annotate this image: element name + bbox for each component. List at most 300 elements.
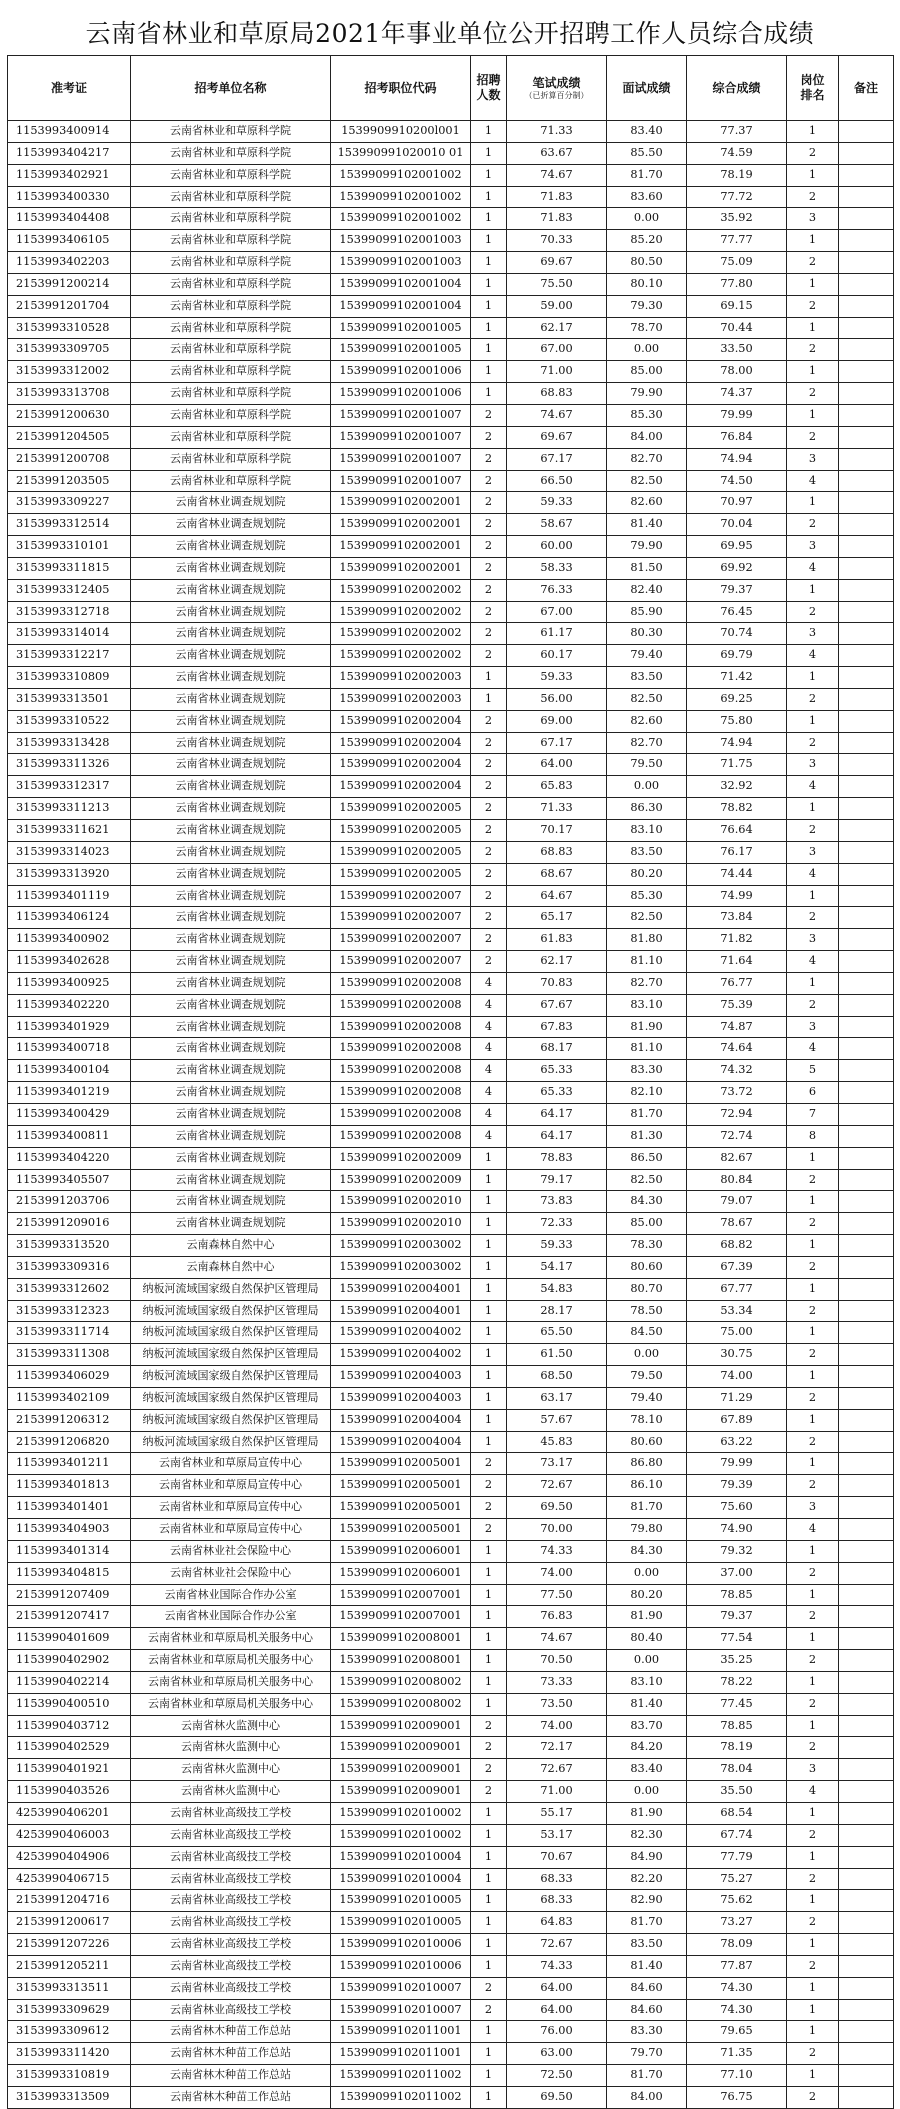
unit-name-cell: 纳板河流域国家级自然保护区管理局 bbox=[131, 1300, 331, 1322]
written-score-cell: 64.00 bbox=[507, 754, 607, 776]
quota-cell: 4 bbox=[471, 1060, 507, 1082]
table-row bbox=[8, 1737, 894, 1759]
unit-name-cell: 云南省林业调查规划院 bbox=[131, 929, 331, 951]
unit-name-cell: 云南省林业和草原科学院 bbox=[131, 361, 331, 383]
total-score-cell: 71.75 bbox=[687, 754, 787, 776]
quota-cell: 1 bbox=[471, 1147, 507, 1169]
position-code-cell: 15399099102002002 bbox=[331, 601, 471, 623]
table-row bbox=[8, 841, 894, 863]
rank-cell: 2 bbox=[787, 1824, 839, 1846]
quota-cell: 1 bbox=[471, 1235, 507, 1257]
unit-name-cell: 云南省林业高级技工学校 bbox=[131, 1846, 331, 1868]
exam-id-cell: 3153993311420 bbox=[8, 2043, 131, 2065]
interview-score-cell: 84.30 bbox=[607, 1191, 687, 1213]
unit-name-cell: 云南省林业和草原科学院 bbox=[131, 142, 331, 164]
unit-name-cell: 云南省林业和草原科学院 bbox=[131, 426, 331, 448]
total-score-cell: 67.77 bbox=[687, 1278, 787, 1300]
interview-score-cell: 79.30 bbox=[607, 295, 687, 317]
rank-cell: 3 bbox=[787, 1759, 839, 1781]
total-score-cell: 72.74 bbox=[687, 1125, 787, 1147]
total-score-cell: 79.07 bbox=[687, 1191, 787, 1213]
written-score-cell: 74.67 bbox=[507, 1628, 607, 1650]
position-code-cell: 15399099102002008 bbox=[331, 1038, 471, 1060]
total-score-cell: 74.94 bbox=[687, 448, 787, 470]
position-code-cell: 15399099102002007 bbox=[331, 907, 471, 929]
remarks-cell bbox=[839, 383, 894, 405]
interview-score-cell: 84.60 bbox=[607, 1977, 687, 1999]
rank-cell: 1 bbox=[787, 1999, 839, 2021]
unit-name-cell: 云南省林业高级技工学校 bbox=[131, 1934, 331, 1956]
exam-id-cell: 1153990400510 bbox=[8, 1693, 131, 1715]
remarks-cell bbox=[839, 994, 894, 1016]
unit-name-cell: 云南省林业调查规划院 bbox=[131, 994, 331, 1016]
quota-cell: 1 bbox=[471, 1322, 507, 1344]
remarks-cell bbox=[839, 1715, 894, 1737]
remarks-cell bbox=[839, 1082, 894, 1104]
rank-cell: 3 bbox=[787, 754, 839, 776]
total-score-cell: 35.50 bbox=[687, 1781, 787, 1803]
table-row bbox=[8, 1103, 894, 1125]
table-row bbox=[8, 907, 894, 929]
remarks-cell bbox=[839, 951, 894, 973]
interview-score-cell: 0.00 bbox=[607, 776, 687, 798]
rank-cell: 1 bbox=[787, 1628, 839, 1650]
quota-cell: 1 bbox=[471, 1846, 507, 1868]
written-score-cell: 72.33 bbox=[507, 1213, 607, 1235]
total-score-cell: 74.90 bbox=[687, 1519, 787, 1541]
exam-id-cell: 1153993400914 bbox=[8, 121, 131, 143]
total-score-cell: 73.84 bbox=[687, 907, 787, 929]
written-score-cell: 68.50 bbox=[507, 1366, 607, 1388]
exam-id-cell: 3153993310809 bbox=[8, 667, 131, 689]
rank-cell: 2 bbox=[787, 1955, 839, 1977]
total-score-cell: 76.64 bbox=[687, 820, 787, 842]
rank-cell: 4 bbox=[787, 557, 839, 579]
position-code-cell: 15399099102002008 bbox=[331, 994, 471, 1016]
unit-name-cell: 云南省林业和草原科学院 bbox=[131, 273, 331, 295]
unit-name-cell: 云南省林火监测中心 bbox=[131, 1759, 331, 1781]
unit-name-cell: 云南省林业调查规划院 bbox=[131, 972, 331, 994]
table-row bbox=[8, 1453, 894, 1475]
table-row bbox=[8, 623, 894, 645]
table-row bbox=[8, 1125, 894, 1147]
remarks-cell bbox=[839, 1650, 894, 1672]
unit-name-cell: 云南省林业调查规划院 bbox=[131, 1191, 331, 1213]
exam-id-cell: 1153993401929 bbox=[8, 1016, 131, 1038]
quota-cell: 1 bbox=[471, 1540, 507, 1562]
table-row bbox=[8, 1409, 894, 1431]
unit-name-cell: 云南省林业调查规划院 bbox=[131, 667, 331, 689]
rank-cell: 1 bbox=[787, 1322, 839, 1344]
remarks-cell bbox=[839, 1671, 894, 1693]
unit-name-cell: 云南省林业调查规划院 bbox=[131, 688, 331, 710]
unit-name-cell: 云南省林业调查规划院 bbox=[131, 885, 331, 907]
rank-cell: 1 bbox=[787, 1453, 839, 1475]
written-score-cell: 73.17 bbox=[507, 1453, 607, 1475]
table-row bbox=[8, 339, 894, 361]
interview-score-cell: 84.90 bbox=[607, 1846, 687, 1868]
remarks-cell bbox=[839, 208, 894, 230]
position-code-cell: 15399099102002001 bbox=[331, 492, 471, 514]
position-code-cell: 15399099102007001 bbox=[331, 1606, 471, 1628]
rank-cell: 1 bbox=[787, 1977, 839, 1999]
rank-cell: 1 bbox=[787, 1715, 839, 1737]
interview-score-cell: 79.70 bbox=[607, 2043, 687, 2065]
interview-score-cell: 82.50 bbox=[607, 1169, 687, 1191]
total-score-cell: 75.80 bbox=[687, 710, 787, 732]
interview-score-cell: 78.70 bbox=[607, 317, 687, 339]
unit-name-cell: 云南省林业和草原科学院 bbox=[131, 339, 331, 361]
unit-name-cell: 云南省林业高级技工学校 bbox=[131, 1955, 331, 1977]
position-code-cell: 15399099102002004 bbox=[331, 754, 471, 776]
total-score-cell: 76.45 bbox=[687, 601, 787, 623]
total-score-cell: 74.99 bbox=[687, 885, 787, 907]
exam-id-cell: 1153993400925 bbox=[8, 972, 131, 994]
total-score-cell: 78.19 bbox=[687, 1737, 787, 1759]
exam-id-cell: 3153993313428 bbox=[8, 732, 131, 754]
table-row bbox=[8, 404, 894, 426]
written-score-cell: 77.50 bbox=[507, 1584, 607, 1606]
exam-id-cell: 3153993312217 bbox=[8, 645, 131, 667]
exam-id-cell: 2153991206820 bbox=[8, 1431, 131, 1453]
table-row bbox=[8, 1650, 894, 1672]
written-score-cell: 68.67 bbox=[507, 863, 607, 885]
position-code-cell: 15399099102002002 bbox=[331, 579, 471, 601]
written-score-cell: 67.17 bbox=[507, 448, 607, 470]
quota-cell: 1 bbox=[471, 164, 507, 186]
written-score-cell: 67.00 bbox=[507, 601, 607, 623]
interview-score-cell: 82.60 bbox=[607, 492, 687, 514]
rank-cell: 1 bbox=[787, 1934, 839, 1956]
unit-name-cell: 云南省林业调查规划院 bbox=[131, 841, 331, 863]
remarks-cell bbox=[839, 623, 894, 645]
written-score-cell: 63.17 bbox=[507, 1387, 607, 1409]
position-code-cell: 15399099102005001 bbox=[331, 1453, 471, 1475]
rank-cell: 1 bbox=[787, 1671, 839, 1693]
rank-cell: 1 bbox=[787, 798, 839, 820]
written-score-cell: 60.17 bbox=[507, 645, 607, 667]
written-score-cell: 58.67 bbox=[507, 514, 607, 536]
unit-name-cell: 纳板河流域国家级自然保护区管理局 bbox=[131, 1278, 331, 1300]
position-code-cell: 15399099102001005 bbox=[331, 317, 471, 339]
table-row bbox=[8, 1999, 894, 2021]
remarks-cell bbox=[839, 1409, 894, 1431]
total-score-cell: 76.77 bbox=[687, 972, 787, 994]
position-code-cell: 15399099102005001 bbox=[331, 1497, 471, 1519]
remarks-cell bbox=[839, 1278, 894, 1300]
unit-name-cell: 云南省林业和草原科学院 bbox=[131, 383, 331, 405]
written-score-cell: 68.83 bbox=[507, 841, 607, 863]
unit-name-cell: 云南省林业调查规划院 bbox=[131, 754, 331, 776]
unit-name-cell: 云南省林业调查规划院 bbox=[131, 536, 331, 558]
table-row bbox=[8, 492, 894, 514]
table-row bbox=[8, 1191, 894, 1213]
remarks-cell bbox=[839, 1890, 894, 1912]
results-table bbox=[7, 55, 894, 2109]
header-exam-id: 准考证 bbox=[8, 56, 131, 121]
table-row bbox=[8, 972, 894, 994]
exam-id-cell: 2153991209016 bbox=[8, 1213, 131, 1235]
exam-id-cell: 1153993401219 bbox=[8, 1082, 131, 1104]
quota-cell: 1 bbox=[471, 1169, 507, 1191]
interview-score-cell: 81.40 bbox=[607, 1693, 687, 1715]
table-row bbox=[8, 951, 894, 973]
written-score-cell: 72.17 bbox=[507, 1737, 607, 1759]
remarks-cell bbox=[839, 1366, 894, 1388]
quota-cell: 2 bbox=[471, 798, 507, 820]
interview-score-cell: 83.40 bbox=[607, 121, 687, 143]
position-code-cell: 15399099102002010 bbox=[331, 1213, 471, 1235]
written-score-cell: 64.83 bbox=[507, 1912, 607, 1934]
rank-cell: 1 bbox=[787, 1278, 839, 1300]
interview-score-cell: 80.20 bbox=[607, 863, 687, 885]
written-score-cell: 59.00 bbox=[507, 295, 607, 317]
table-row bbox=[8, 1082, 894, 1104]
total-score-cell: 77.10 bbox=[687, 2065, 787, 2087]
exam-id-cell: 3153993313708 bbox=[8, 383, 131, 405]
interview-score-cell: 78.30 bbox=[607, 1235, 687, 1257]
rank-cell: 8 bbox=[787, 1125, 839, 1147]
written-score-cell: 79.17 bbox=[507, 1169, 607, 1191]
quota-cell: 1 bbox=[471, 1344, 507, 1366]
exam-id-cell: 1153993401211 bbox=[8, 1453, 131, 1475]
unit-name-cell: 云南省林业高级技工学校 bbox=[131, 1802, 331, 1824]
rank-cell: 1 bbox=[787, 404, 839, 426]
position-code-cell: 15399099102004004 bbox=[331, 1431, 471, 1453]
table-row bbox=[8, 1431, 894, 1453]
total-score-cell: 70.44 bbox=[687, 317, 787, 339]
remarks-cell bbox=[839, 1453, 894, 1475]
rank-cell: 1 bbox=[787, 1802, 839, 1824]
exam-id-cell: 2153991204505 bbox=[8, 426, 131, 448]
interview-score-cell: 80.30 bbox=[607, 623, 687, 645]
interview-score-cell: 80.60 bbox=[607, 1256, 687, 1278]
position-code-cell: 15399099102011001 bbox=[331, 2021, 471, 2043]
rank-cell: 2 bbox=[787, 142, 839, 164]
remarks-cell bbox=[839, 1999, 894, 2021]
unit-name-cell: 云南省林业社会保险中心 bbox=[131, 1540, 331, 1562]
quota-cell: 1 bbox=[471, 1934, 507, 1956]
remarks-cell bbox=[839, 1781, 894, 1803]
total-score-cell: 74.32 bbox=[687, 1060, 787, 1082]
unit-name-cell: 云南省林业和草原科学院 bbox=[131, 164, 331, 186]
total-score-cell: 69.95 bbox=[687, 536, 787, 558]
unit-name-cell: 云南省林业调查规划院 bbox=[131, 514, 331, 536]
remarks-cell bbox=[839, 841, 894, 863]
remarks-cell bbox=[839, 1868, 894, 1890]
rank-cell: 2 bbox=[787, 994, 839, 1016]
table-row bbox=[8, 230, 894, 252]
unit-name-cell: 云南省林业调查规划院 bbox=[131, 1213, 331, 1235]
exam-id-cell: 1153993404217 bbox=[8, 142, 131, 164]
rank-cell: 3 bbox=[787, 841, 839, 863]
table-header-row bbox=[8, 56, 894, 121]
table-row bbox=[8, 1562, 894, 1584]
written-score-cell: 65.33 bbox=[507, 1082, 607, 1104]
interview-score-cell: 79.90 bbox=[607, 536, 687, 558]
table-row bbox=[8, 1955, 894, 1977]
remarks-cell bbox=[839, 1628, 894, 1650]
total-score-cell: 73.27 bbox=[687, 1912, 787, 1934]
written-score-cell: 70.33 bbox=[507, 230, 607, 252]
table-row bbox=[8, 295, 894, 317]
written-score-cell: 59.33 bbox=[507, 492, 607, 514]
total-score-cell: 35.25 bbox=[687, 1650, 787, 1672]
position-code-cell: 15399099102002009 bbox=[331, 1147, 471, 1169]
table-row bbox=[8, 1497, 894, 1519]
written-score-cell: 68.17 bbox=[507, 1038, 607, 1060]
total-score-cell: 74.50 bbox=[687, 470, 787, 492]
total-score-cell: 74.44 bbox=[687, 863, 787, 885]
table-row bbox=[8, 1846, 894, 1868]
interview-score-cell: 83.50 bbox=[607, 667, 687, 689]
table-row bbox=[8, 186, 894, 208]
unit-name-cell: 云南省林业调查规划院 bbox=[131, 1016, 331, 1038]
quota-cell: 1 bbox=[471, 2021, 507, 2043]
total-score-cell: 79.39 bbox=[687, 1475, 787, 1497]
table-row bbox=[8, 557, 894, 579]
position-code-cell: 15399099102001002 bbox=[331, 164, 471, 186]
header-quota: 招聘 人数 bbox=[471, 56, 507, 121]
position-code-cell: 15399099102001007 bbox=[331, 404, 471, 426]
quota-cell: 2 bbox=[471, 404, 507, 426]
interview-score-cell: 78.10 bbox=[607, 1409, 687, 1431]
rank-cell: 2 bbox=[787, 1912, 839, 1934]
position-code-cell: 15399099102001002 bbox=[331, 208, 471, 230]
remarks-cell bbox=[839, 1431, 894, 1453]
unit-name-cell: 云南省林业和草原科学院 bbox=[131, 121, 331, 143]
interview-score-cell: 82.50 bbox=[607, 688, 687, 710]
total-score-cell: 79.99 bbox=[687, 404, 787, 426]
unit-name-cell: 云南省林业高级技工学校 bbox=[131, 1999, 331, 2021]
quota-cell: 2 bbox=[471, 1453, 507, 1475]
remarks-cell bbox=[839, 164, 894, 186]
interview-score-cell: 82.40 bbox=[607, 579, 687, 601]
table-row bbox=[8, 688, 894, 710]
written-score-cell: 61.17 bbox=[507, 623, 607, 645]
rank-cell: 1 bbox=[787, 2065, 839, 2087]
written-score-cell: 69.67 bbox=[507, 426, 607, 448]
exam-id-cell: 3153993310522 bbox=[8, 710, 131, 732]
position-code-cell: 15399099102010006 bbox=[331, 1934, 471, 1956]
rank-cell: 4 bbox=[787, 1038, 839, 1060]
interview-score-cell: 83.40 bbox=[607, 1759, 687, 1781]
table-row bbox=[8, 514, 894, 536]
exam-id-cell: 4253990406201 bbox=[8, 1802, 131, 1824]
position-code-cell: 15399099102002003 bbox=[331, 688, 471, 710]
interview-score-cell: 80.70 bbox=[607, 1278, 687, 1300]
written-score-cell: 45.83 bbox=[507, 1431, 607, 1453]
quota-cell: 1 bbox=[471, 1191, 507, 1213]
interview-score-cell: 80.20 bbox=[607, 1584, 687, 1606]
table-row bbox=[8, 1256, 894, 1278]
written-score-cell: 62.17 bbox=[507, 317, 607, 339]
written-score-cell: 71.83 bbox=[507, 208, 607, 230]
interview-score-cell: 0.00 bbox=[607, 1650, 687, 1672]
table-row bbox=[8, 645, 894, 667]
quota-cell: 2 bbox=[471, 754, 507, 776]
quota-cell: 1 bbox=[471, 1431, 507, 1453]
remarks-cell bbox=[839, 1213, 894, 1235]
remarks-cell bbox=[839, 972, 894, 994]
rank-cell: 2 bbox=[787, 688, 839, 710]
exam-id-cell: 1153993401119 bbox=[8, 885, 131, 907]
interview-score-cell: 84.50 bbox=[607, 1322, 687, 1344]
remarks-cell bbox=[839, 1934, 894, 1956]
rank-cell: 1 bbox=[787, 710, 839, 732]
exam-id-cell: 2153991204716 bbox=[8, 1890, 131, 1912]
position-code-cell: 15399099102009001 bbox=[331, 1759, 471, 1781]
written-score-cell: 72.67 bbox=[507, 1934, 607, 1956]
rank-cell: 2 bbox=[787, 514, 839, 536]
interview-score-cell: 82.50 bbox=[607, 907, 687, 929]
quota-cell: 4 bbox=[471, 1038, 507, 1060]
table-row bbox=[8, 1540, 894, 1562]
unit-name-cell: 云南省林业高级技工学校 bbox=[131, 1890, 331, 1912]
position-code-cell: 15399099102011001 bbox=[331, 2043, 471, 2065]
remarks-cell bbox=[839, 688, 894, 710]
header-unit-name: 招考单位名称 bbox=[131, 56, 331, 121]
total-score-cell: 74.94 bbox=[687, 732, 787, 754]
exam-id-cell: 1153993406124 bbox=[8, 907, 131, 929]
total-score-cell: 67.74 bbox=[687, 1824, 787, 1846]
unit-name-cell: 云南省林木种苗工作总站 bbox=[131, 2065, 331, 2087]
interview-score-cell: 83.30 bbox=[607, 1060, 687, 1082]
exam-id-cell: 2153991200630 bbox=[8, 404, 131, 426]
position-code-cell: 15399099102001002 bbox=[331, 186, 471, 208]
rank-cell: 4 bbox=[787, 645, 839, 667]
remarks-cell bbox=[839, 536, 894, 558]
written-score-cell: 67.17 bbox=[507, 732, 607, 754]
remarks-cell bbox=[839, 1016, 894, 1038]
unit-name-cell: 云南省林业高级技工学校 bbox=[131, 1824, 331, 1846]
exam-id-cell: 2153991203706 bbox=[8, 1191, 131, 1213]
exam-id-cell: 1153990403526 bbox=[8, 1781, 131, 1803]
rank-cell: 2 bbox=[787, 1868, 839, 1890]
unit-name-cell: 云南省林业和草原局宣传中心 bbox=[131, 1497, 331, 1519]
total-score-cell: 77.45 bbox=[687, 1693, 787, 1715]
rank-cell: 7 bbox=[787, 1103, 839, 1125]
written-score-cell: 74.67 bbox=[507, 404, 607, 426]
table-row bbox=[8, 579, 894, 601]
total-score-cell: 77.37 bbox=[687, 121, 787, 143]
interview-score-cell: 85.50 bbox=[607, 142, 687, 164]
total-score-cell: 70.74 bbox=[687, 623, 787, 645]
total-score-cell: 76.17 bbox=[687, 841, 787, 863]
quota-cell: 2 bbox=[471, 645, 507, 667]
unit-name-cell: 云南森林自然中心 bbox=[131, 1256, 331, 1278]
table-row bbox=[8, 1759, 894, 1781]
unit-name-cell: 云南省林火监测中心 bbox=[131, 1737, 331, 1759]
position-code-cell: 15399099102010004 bbox=[331, 1846, 471, 1868]
unit-name-cell: 云南省林业调查规划院 bbox=[131, 1060, 331, 1082]
total-score-cell: 72.94 bbox=[687, 1103, 787, 1125]
interview-score-cell: 85.30 bbox=[607, 885, 687, 907]
exam-id-cell: 2153991205211 bbox=[8, 1955, 131, 1977]
position-code-cell: 15399099102002007 bbox=[331, 885, 471, 907]
total-score-cell: 75.62 bbox=[687, 1890, 787, 1912]
remarks-cell bbox=[839, 1824, 894, 1846]
total-score-cell: 33.50 bbox=[687, 339, 787, 361]
remarks-cell bbox=[839, 1562, 894, 1584]
rank-cell: 2 bbox=[787, 186, 839, 208]
exam-id-cell: 1153993400330 bbox=[8, 186, 131, 208]
position-code-cell: 15399099102010005 bbox=[331, 1912, 471, 1934]
table-row bbox=[8, 273, 894, 295]
rank-cell: 2 bbox=[787, 1213, 839, 1235]
position-code-cell: 15399099102008001 bbox=[331, 1628, 471, 1650]
position-code-cell: 15399099102008002 bbox=[331, 1671, 471, 1693]
